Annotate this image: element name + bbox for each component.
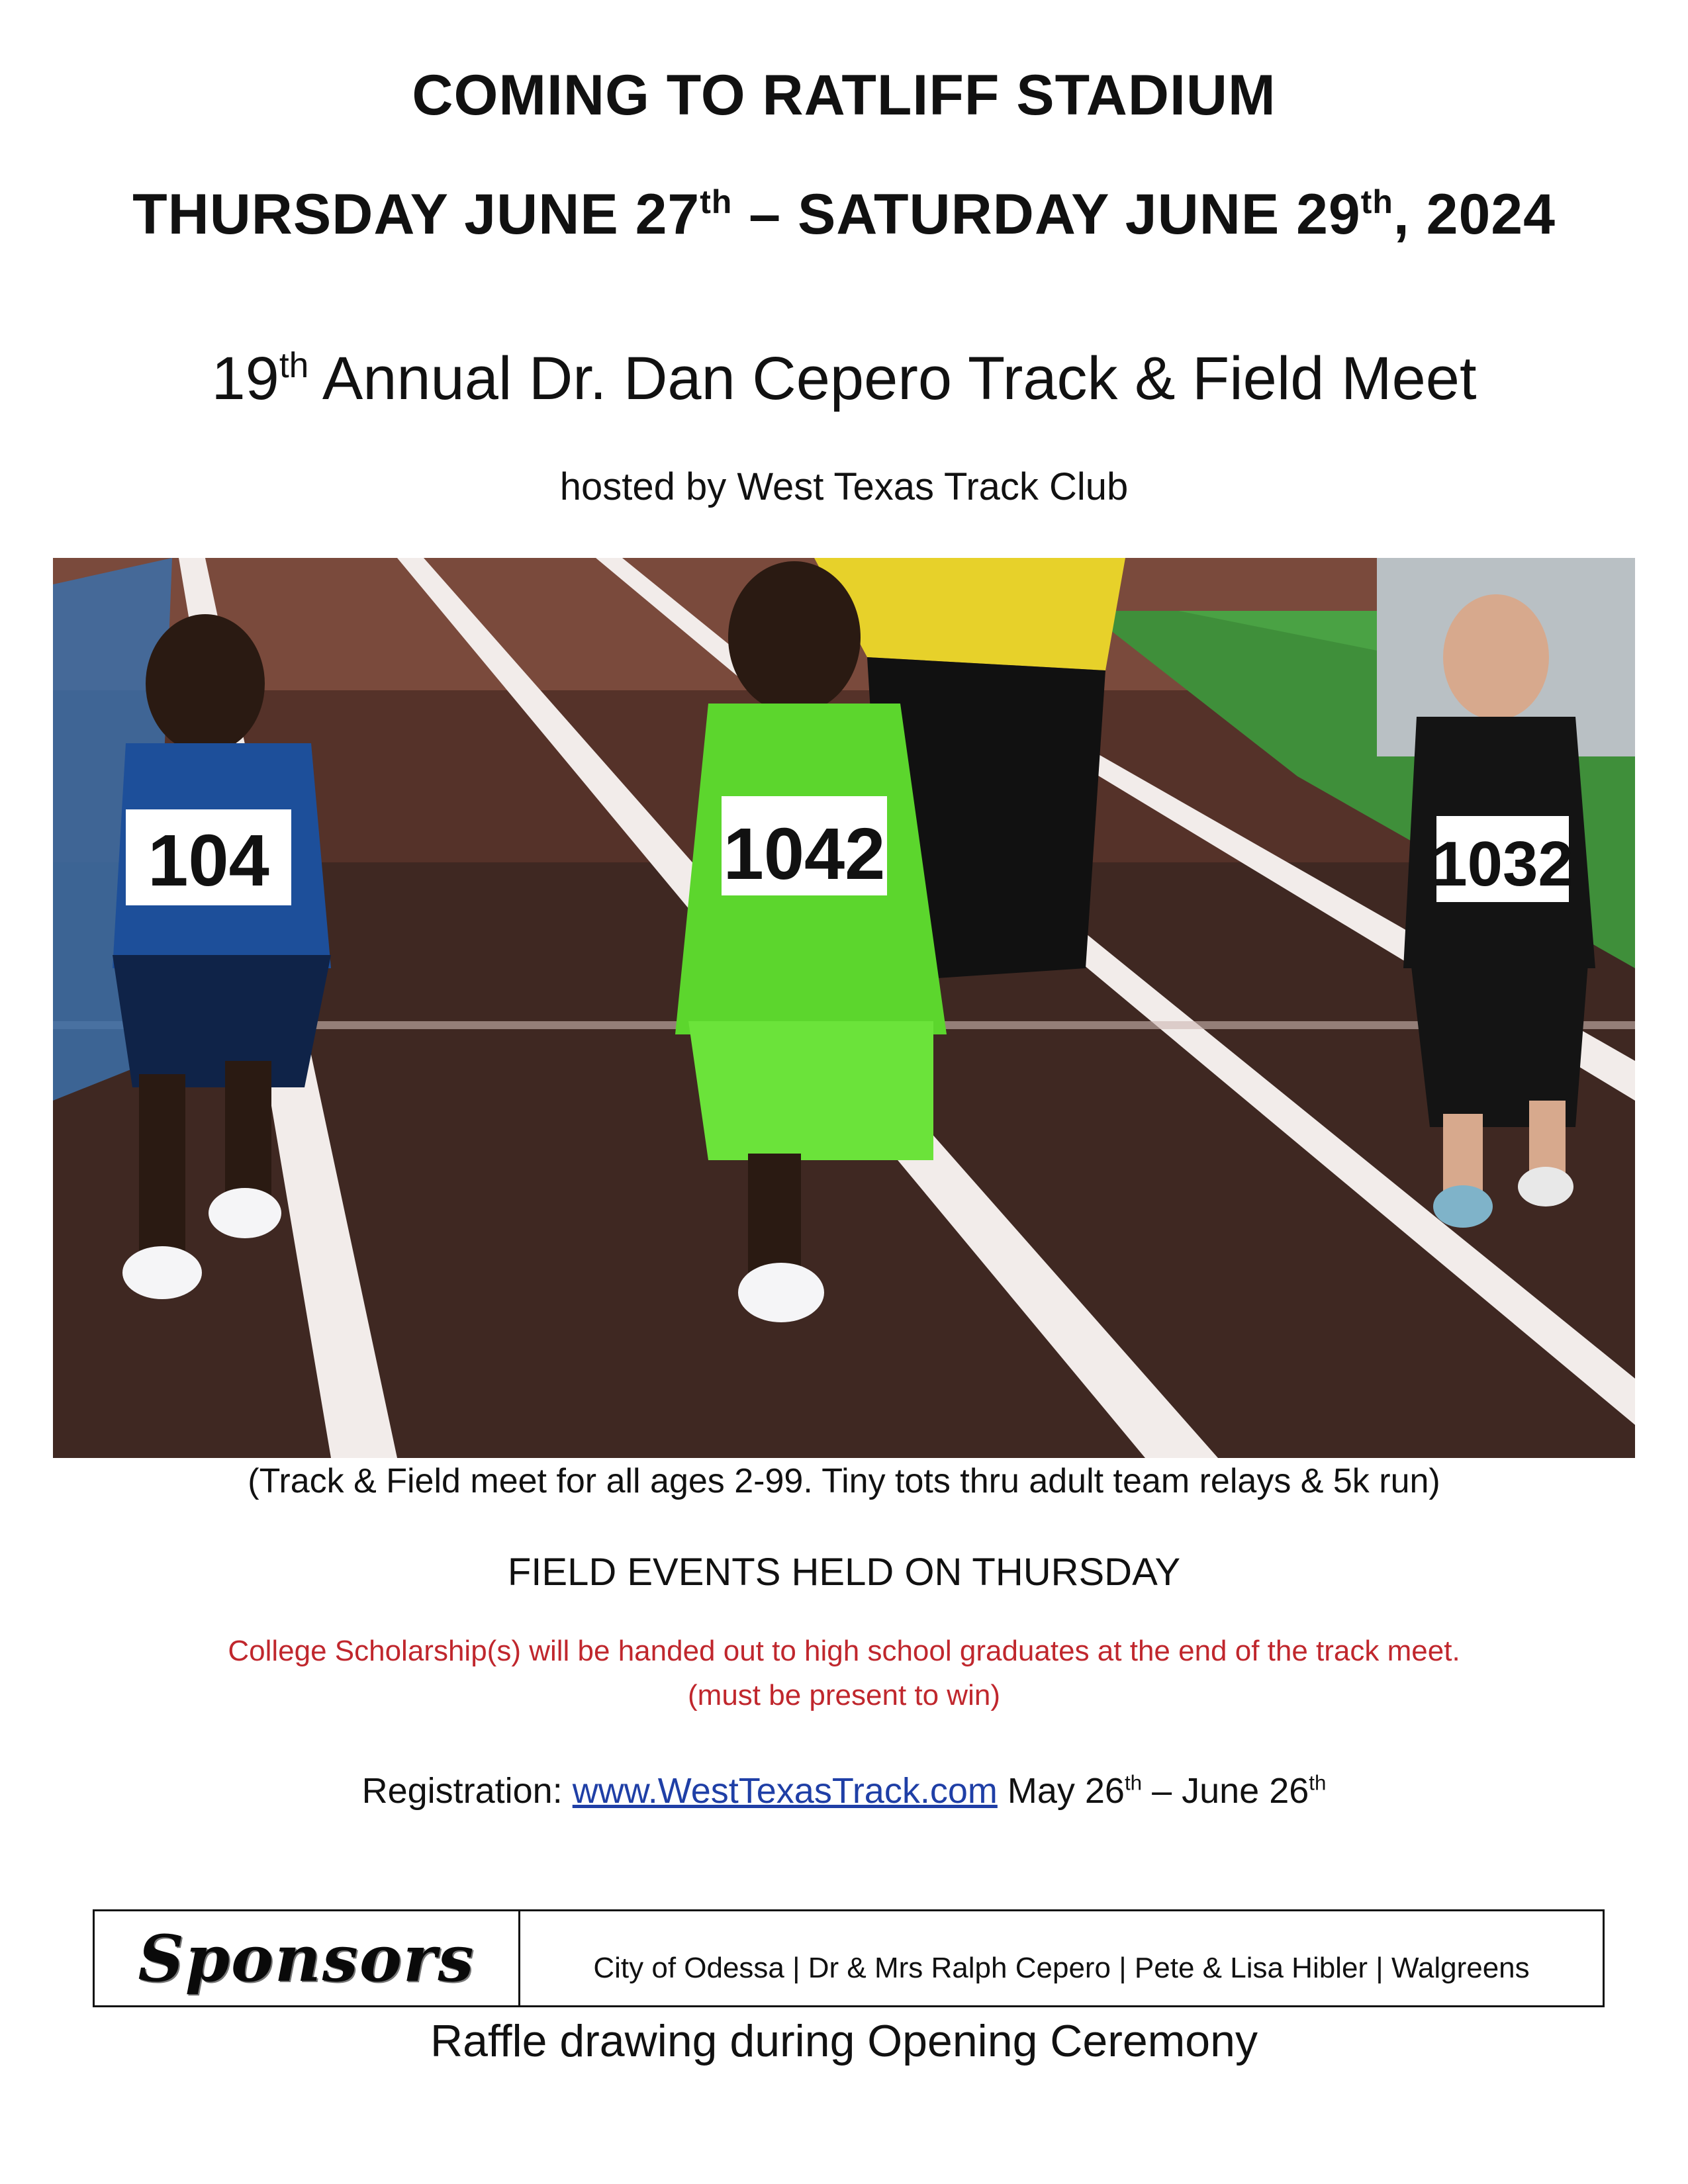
sponsors-list: City of Odessa | Dr & Mrs Ralph Cepero | Pete & Lisa Hibler | Walgreens xyxy=(593,1952,1530,1984)
meet-ordinal-suffix: th xyxy=(279,345,309,385)
registration-label: Registration: xyxy=(361,1771,573,1811)
field-events-note: FIELD EVENTS HELD ON THURSDAY xyxy=(507,1551,1181,1594)
heading-dates xyxy=(0,182,1688,248)
date-year: , 2024 xyxy=(1393,183,1556,246)
bib-number-1032: 1032 xyxy=(1432,829,1573,899)
sponsors-box xyxy=(93,1909,1605,2007)
scholarship-note: College Scholarship(s) will be handed out to high school graduates at the end of the track meet. xyxy=(228,1635,1460,1667)
date-end-suffix: th xyxy=(1360,183,1393,221)
raffle-note: Raffle drawing during Opening Ceremony xyxy=(430,2016,1258,2066)
date-start: THURSDAY JUNE 27 xyxy=(132,183,700,246)
meet-ordinal: 19 xyxy=(211,345,279,412)
runners-photo xyxy=(53,558,1635,1458)
registration-start: May 26 xyxy=(997,1771,1125,1811)
meet-title xyxy=(0,344,1688,414)
meet-name: Annual Dr. Dan Cepero Track & Field Meet xyxy=(308,345,1477,412)
registration-end-suffix: th xyxy=(1309,1771,1327,1795)
sponsors-heading: Sponsors xyxy=(138,1921,475,1996)
registration-link[interactable]: www.WestTexasTrack.com xyxy=(572,1771,998,1811)
bib-number-104: 104 xyxy=(148,820,269,901)
sponsors-heading-cell xyxy=(95,1911,520,2005)
photo-caption: (Track & Field meet for all ages 2-99. Tiny tots thru adult team relays & 5k run) xyxy=(248,1462,1440,1500)
date-start-suffix: th xyxy=(700,183,733,221)
heading-venue: COMING TO RATLIFF STADIUM xyxy=(412,64,1276,127)
date-end: – SATURDAY JUNE 29 xyxy=(732,183,1361,246)
hosted-by: hosted by West Texas Track Club xyxy=(559,465,1129,508)
scholarship-condition: (must be present to win) xyxy=(688,1679,1000,1711)
registration-end: – June 26 xyxy=(1142,1771,1309,1811)
bib-number-1042: 1042 xyxy=(723,813,886,895)
registration-line xyxy=(0,1770,1688,1811)
registration-start-suffix: th xyxy=(1124,1771,1143,1795)
